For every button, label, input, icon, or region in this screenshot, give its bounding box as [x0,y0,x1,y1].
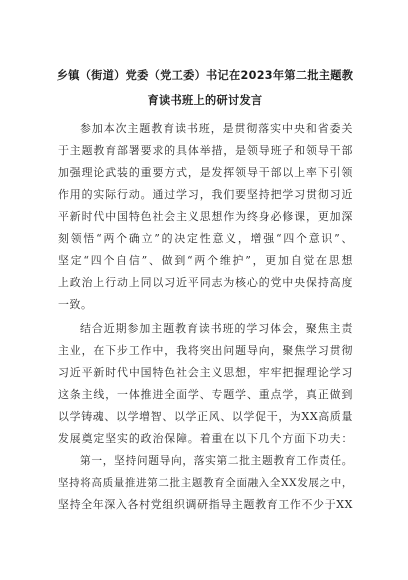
paragraph-1-line: 上政治上行动上同以习近平同志为核心的党中央保持高度 [58,276,353,289]
paragraph-1-line: 一致。 [58,298,93,311]
paragraph-1-line: 平新时代中国特色社会主义思想作为终身必修课，更加深 [58,210,353,223]
paragraph-1-line: 于主题教育部署要求的具体举措，是领导班子和领导干部 [58,144,353,157]
paragraph-2-line: 这条主线，一体推进全面学、专题学、重点学，真正做到 [58,388,353,401]
paragraph-3-line: 坚持全年深入各村党组织调研指导主题教育工作不少于XX [58,498,353,511]
document-title-line-2: 育读书班上的研讨发言 [147,94,263,107]
paragraph-1-line: 加强理论武装的重要方式，是发挥领导干部以上率下引领 [58,166,353,179]
paragraph-1-line: 坚定“四个自信”、做到“两个维护”，更加自觉在思想 [58,254,353,267]
paragraph-3-line: 第一，坚持问题导向，落实第二批主题教育工作责任。 [80,454,353,467]
paragraph-2-line: 结合近期参加主题教育读书班的学习体会，聚焦主责 [80,322,353,335]
paragraph-2-line: 以学铸魂、以学增智、以学正风、以学促干，为XX高质量 [58,410,353,423]
paragraph-2-line: 主业，在下步工作中，我将突出问题导向，聚焦学习贯彻 [58,344,353,357]
paragraph-1-line: 作用的实际行动。通过学习，我们要坚持把学习贯彻习近 [58,188,353,201]
paragraph-3-line: 坚持将高质量推进第二批主题教育全面融入全XX发展之中， [58,477,353,489]
paragraph-1-line: 参加本次主题教育读书班，是贯彻落实中央和省委关 [80,122,353,135]
paragraph-2-line: 习近平新时代中国特色社会主义思想，牢牢把握理论学习 [58,366,353,379]
paragraph-1-line: 刻领悟“两个确立”的决定性意义，增强“四个意识”、 [58,232,353,245]
document-title-line-1: 乡镇（街道）党委（党工委）书记在2023年第二批主题教 [56,69,354,82]
paragraph-2-line: 发展奠定坚实的政治保障。着重在以下几个方面下功夫： [58,432,353,445]
